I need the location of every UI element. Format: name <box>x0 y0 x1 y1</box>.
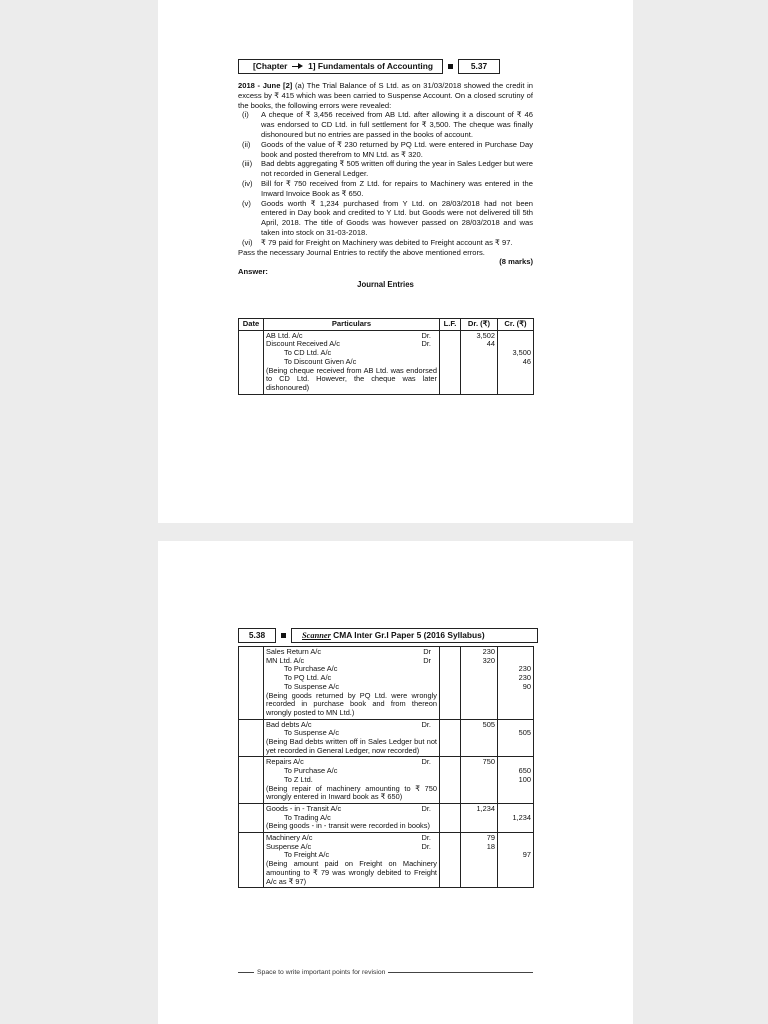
dr-marker: Dr. <box>421 719 431 729</box>
account-name: To Suspense A/c <box>284 728 340 738</box>
date-cell <box>239 833 264 888</box>
error-item <box>238 140 533 160</box>
error-item-text: Bill for ₹ 750 received from Z Ltd. for repairs to Machinery was entered in the Inward Invoice Book as ₹ 650. <box>261 178 533 198</box>
dr-amount <box>463 814 495 823</box>
chapter-label: [Chapter <box>253 61 288 71</box>
journal-entry-row <box>239 803 534 832</box>
dr-marker: Dr. <box>421 841 431 851</box>
col-cr: Cr. (₹) <box>498 319 534 331</box>
date-cell <box>239 757 264 804</box>
lf-cell <box>440 833 461 888</box>
dr-marker <box>431 814 437 823</box>
journal-title: Journal Entries <box>357 279 414 289</box>
error-list <box>238 110 533 247</box>
dr-marker: Dr <box>423 655 431 665</box>
cr-amount-cell <box>498 719 534 757</box>
cr-amount: 3,500 <box>512 348 531 358</box>
dr-marker: Dr. <box>421 330 431 340</box>
dr-marker <box>431 767 437 776</box>
dr-amount: 18 <box>486 841 495 851</box>
brand-name: Scanner <box>302 631 331 640</box>
account-name: Suspense A/c <box>266 841 312 851</box>
cr-amount-cell <box>498 647 534 720</box>
dr-marker <box>431 349 437 358</box>
lf-cell <box>440 757 461 804</box>
journal-table <box>238 318 534 395</box>
col-lf: L.F. <box>440 319 461 331</box>
particulars-cell <box>264 803 440 832</box>
error-item-number: (vi) <box>242 237 253 247</box>
footer-rule <box>388 972 533 973</box>
cr-amount: 97 <box>522 850 531 860</box>
dr-amount <box>463 665 495 674</box>
cr-amount: 90 <box>522 681 531 691</box>
error-item-text: Goods worth ₹ 1,234 purchased from Y Ltd. on 28/03/2018 had not been entered in Day book and credited to Y Ltd. but Goods were not delivered till 5th April, 2018. The title of Goods was however passed on 28/03/2018 and was taken into stock on 31-03-2018. <box>261 198 533 237</box>
account-name: Discount Received A/c <box>266 339 340 349</box>
account-name: Bad debts A/c <box>266 719 312 729</box>
cr-amount: 100 <box>518 774 531 784</box>
narration: (Being repair of machinery amounting to ₹ 750 wrongly entered in Inward book as ₹ 650) <box>266 783 437 802</box>
book-title-text: CMA Inter Gr.I Paper 5 (2016 Syllabus) <box>330 630 485 640</box>
error-item-number: (i) <box>242 110 249 120</box>
date-cell <box>239 803 264 832</box>
arrow-icon <box>292 63 304 70</box>
narration: (Being goods returned by PQ Ltd. were wrongly recorded in purchase book and from thereon wrongly posted to MN Ltd.) <box>266 690 437 717</box>
dr-amount <box>463 767 495 776</box>
dr-amount <box>463 674 495 683</box>
account-name: To Discount Given A/c <box>284 356 357 366</box>
cr-amount <box>500 332 531 341</box>
dr-amount-cell <box>461 833 498 888</box>
journal-table-continued <box>238 646 534 888</box>
page-5-37 <box>158 0 633 523</box>
error-item-number: (ii) <box>242 139 251 149</box>
question-ref: 2018 - June [2] <box>238 81 293 90</box>
journal-entry-row <box>239 719 534 757</box>
footer-note-text: Space to write important points for revision <box>257 969 386 976</box>
page-number: 5.37 <box>458 59 500 74</box>
question-block <box>238 81 533 290</box>
footer-rule <box>238 972 254 973</box>
cr-amount-cell <box>498 330 534 394</box>
dr-marker: Dr. <box>421 339 431 349</box>
cr-amount: 230 <box>518 664 531 674</box>
error-item-number: (iii) <box>242 159 253 169</box>
dr-amount: 44 <box>486 339 495 349</box>
account-name: To Freight A/c <box>284 850 330 860</box>
narration: (Being Bad debts written off in Sales Ledger but not yet recorded in General Ledger, now recorded) <box>266 737 437 755</box>
account-name: Machinery A/c <box>266 833 313 843</box>
dr-amount: 750 <box>482 757 495 767</box>
journal-entry-row <box>239 330 534 394</box>
dr-marker: Dr. <box>421 833 431 843</box>
cr-amount <box>500 648 531 657</box>
book-title <box>291 628 538 643</box>
lf-cell <box>440 803 461 832</box>
dr-amount-cell <box>461 647 498 720</box>
narration: (Being goods - in - transit were recorded in books) <box>266 821 430 831</box>
error-item-text: A cheque of ₹ 3,456 received from AB Ltd. after allowing it a discount of ₹ 46 was endorsed to CD Ltd. in full settlement for ₹ 3,500. The cheque was finally dishonoured but no entries are passed in the books of account. <box>261 110 533 139</box>
error-item <box>238 159 533 179</box>
dr-amount-cell <box>461 719 498 757</box>
footer-note <box>238 969 533 976</box>
dr-amount-cell <box>461 757 498 804</box>
dr-amount: 505 <box>482 719 495 729</box>
page-header <box>238 628 538 643</box>
error-item <box>238 199 533 238</box>
journal-entry-row <box>239 647 534 720</box>
account-name: Goods - in - Transit A/c <box>266 803 342 813</box>
dr-amount: 79 <box>486 833 495 843</box>
journal-entry-row <box>239 757 534 804</box>
cr-amount: 46 <box>522 356 531 366</box>
dr-amount-cell <box>461 803 498 832</box>
particulars-cell <box>264 757 440 804</box>
marks: (8 marks) <box>499 257 533 267</box>
dr-marker: Dr. <box>421 757 431 767</box>
question-intro <box>238 81 533 110</box>
dr-amount <box>463 776 495 785</box>
narration: (Being cheque received from AB Ltd. was endorsed to CD Ltd. However, the cheque was later dishonoured) <box>266 365 437 392</box>
chapter-name: 1] Fundamentals of Accounting <box>308 61 433 71</box>
cr-amount-cell <box>498 757 534 804</box>
account-name: Repairs A/c <box>266 757 304 767</box>
square-bullet-icon <box>448 64 453 69</box>
dr-amount <box>463 729 495 738</box>
dr-marker: Dr. <box>421 803 431 813</box>
cr-amount <box>500 834 531 843</box>
question-intro-text: (a) The Trial Balance of S Ltd. as on 31/03/2018 showed the credit in excess by ₹ 415 which was been carried to Suspense Account. On a closed scrutiny of the books, the following errors were revealed: <box>238 81 533 110</box>
error-item <box>238 238 533 248</box>
account-name: To Trading A/c <box>284 812 331 822</box>
date-cell <box>239 647 264 720</box>
particulars-cell <box>264 833 440 888</box>
dr-amount <box>463 349 495 358</box>
dr-marker: Dr <box>423 647 431 656</box>
cr-amount: 505 <box>518 728 531 738</box>
account-name: To CD Ltd. A/c <box>284 348 332 358</box>
error-item <box>238 110 533 139</box>
particulars-cell <box>264 647 440 720</box>
col-date: Date <box>239 319 264 331</box>
lf-cell <box>440 719 461 757</box>
error-item <box>238 179 533 199</box>
particulars-cell <box>264 719 440 757</box>
cr-amount: 650 <box>518 766 531 776</box>
cr-amount: 230 <box>518 673 531 683</box>
date-cell <box>239 330 264 394</box>
dr-amount: 230 <box>482 647 495 656</box>
account-name: To PQ Ltd. A/c <box>284 673 332 683</box>
account-name: To Suspense A/c <box>284 681 340 691</box>
page-header <box>238 59 500 74</box>
cr-amount-cell <box>498 803 534 832</box>
dr-amount <box>463 851 495 860</box>
cr-amount-cell <box>498 833 534 888</box>
account-name: MN Ltd. A/c <box>266 655 305 665</box>
dr-amount: 320 <box>482 655 495 665</box>
journal-entry-row <box>239 833 534 888</box>
narration: (Being amount paid on Freight on Machinery amounting to ₹ 79 was wrongly debited to Freight A/c as ₹ 97) <box>266 859 437 886</box>
error-item-text: ₹ 79 paid for Freight on Machinery was debited to Freight account as ₹ 97. <box>261 237 513 247</box>
chapter-title <box>238 59 443 74</box>
account-name: To Purchase A/c <box>284 664 338 674</box>
account-name: To Purchase A/c <box>284 766 338 776</box>
lf-cell <box>440 330 461 394</box>
error-item-number: (v) <box>242 198 251 208</box>
dr-amount <box>463 683 495 692</box>
account-name: To Z Ltd. <box>284 774 313 784</box>
square-bullet-icon <box>281 633 286 638</box>
dr-amount: 3,502 <box>476 330 495 340</box>
dr-amount <box>463 358 495 367</box>
error-item-text: Goods of the value of ₹ 230 returned by PQ Ltd. were entered in Purchase Day book and posted therefrom to MN Ltd. as ₹ 320. <box>261 139 533 159</box>
dr-marker <box>431 674 437 683</box>
col-dr: Dr. (₹) <box>461 319 498 331</box>
page-5-38 <box>158 541 633 1024</box>
answer-label: Answer: <box>238 267 268 277</box>
error-item-text: Bad debts aggregating ₹ 505 written off during the year in Sales Ledger but were not recorded in General Ledger. <box>261 159 533 179</box>
date-cell <box>239 719 264 757</box>
error-item-number: (iv) <box>242 178 253 188</box>
cr-amount: 1,234 <box>512 812 531 822</box>
account-name: AB Ltd. A/c <box>266 330 303 340</box>
particulars-cell <box>264 330 440 394</box>
dr-amount: 1,234 <box>476 803 495 813</box>
page-number: 5.38 <box>238 628 276 643</box>
dr-marker <box>431 665 437 674</box>
account-name: Sales Return A/c <box>266 647 322 656</box>
lf-cell <box>440 647 461 720</box>
instruction: Pass the necessary Journal Entries to rectify the above mentioned errors. <box>238 247 485 257</box>
col-particulars: Particulars <box>264 319 440 331</box>
dr-amount-cell <box>461 330 498 394</box>
